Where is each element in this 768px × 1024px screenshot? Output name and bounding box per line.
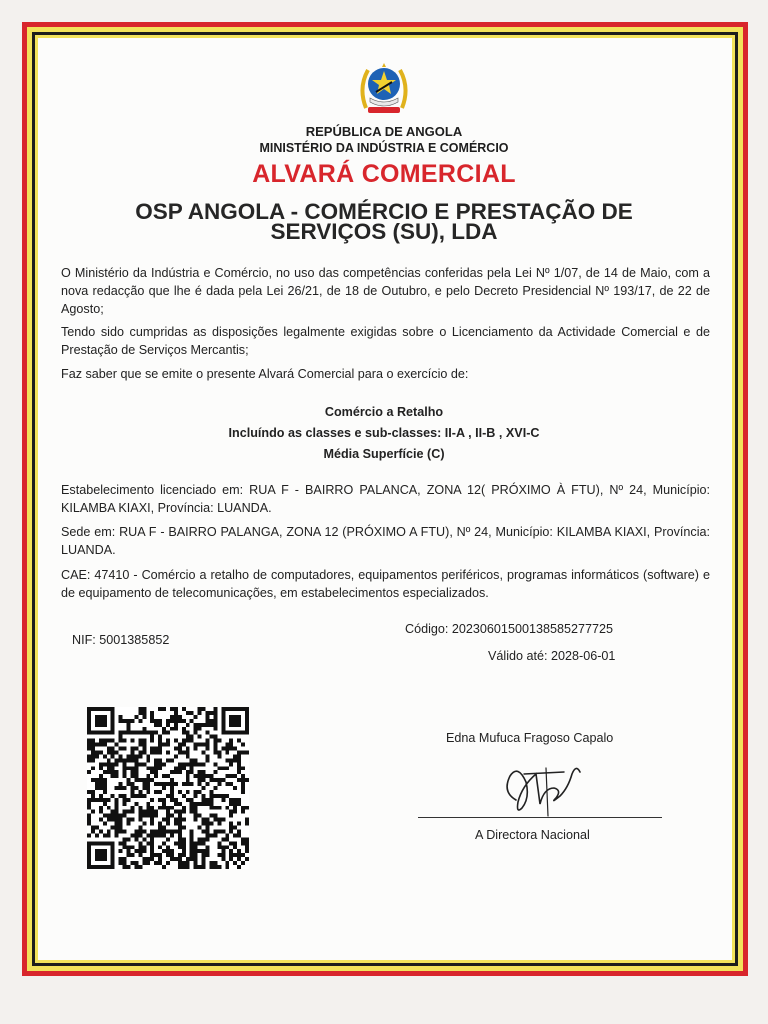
handwritten-signature-icon [488, 752, 598, 822]
requirements-paragraph: Tendo sido cumpridas as disposições legalmente exigidas sobre o Licenciamento da Actividade Comercial e de Prestação de Serviços Mercantis; [61, 325, 710, 357]
establishment-address: Estabelecimento licenciado em: RUA F - BAIRRO PALANCA, ZONA 12( PRÓXIMO À FTU), Nº 24, Município: KILAMBA KIAXI, Província: LUANDA. [61, 483, 710, 515]
validity-date: Válido até: 2028-06-01 [488, 649, 616, 663]
ministry-heading: MINISTÉRIO DA INDÚSTRIA E COMÉRCIO [259, 141, 509, 155]
nif-number: NIF: 5001385852 [72, 633, 170, 647]
headquarters-address: Sede em: RUA F - BAIRRO PALANGA, ZONA 12 (PRÓXIMO A FTU), Nº 24, Município: KILAMBA KIAXI, Província: LUANDA. [61, 525, 710, 557]
classes-label: Incluíndo as classes e sub-classes: II-A , II-B , XVI-C [228, 426, 540, 440]
company-name-line-1: OSP ANGOLA - COMÉRCIO E PRESTAÇÃO DE [135, 199, 633, 224]
company-name [60, 199, 708, 244]
activity-label: Comércio a Retalho [324, 405, 444, 419]
qr-code-icon[interactable] [85, 707, 251, 869]
signature-line [418, 817, 662, 818]
declaration-paragraph: Faz saber que se emite o presente Alvará Comercial para o exercício de: [61, 367, 469, 381]
signer-name: Edna Mufuca Fragoso Capalo [446, 731, 614, 745]
angola-coat-of-arms-icon [356, 58, 412, 116]
cae-description: CAE: 47410 - Comércio a retalho de computadores, equipamentos periféricos, programas informáticos (software) e de equipamento de telecomunicações, em estabelecimentos especializados. [61, 568, 710, 600]
intro-paragraph: O Ministério da Indústria e Comércio, no uso das competências conferidas pela Lei Nº 1/07, de 14 de Maio, com a nova redacção que lhe é dada pela Lei 26/21, de 18 de Outubro, e pelo Decreto Presidencial Nº 193/17, de 22 de Agosto; [61, 266, 710, 316]
document-title: ALVARÁ COMERCIAL [252, 160, 516, 188]
signer-role: A Directora Nacional [475, 828, 590, 842]
surface-label: Média Superfície (C) [323, 447, 445, 461]
republic-heading: REPÚBLICA DE ANGOLA [305, 124, 463, 139]
document-code: Código: 20230601500138585277725 [405, 622, 613, 636]
company-name-line-2: SERVIÇOS (SU), LDA [270, 219, 498, 244]
